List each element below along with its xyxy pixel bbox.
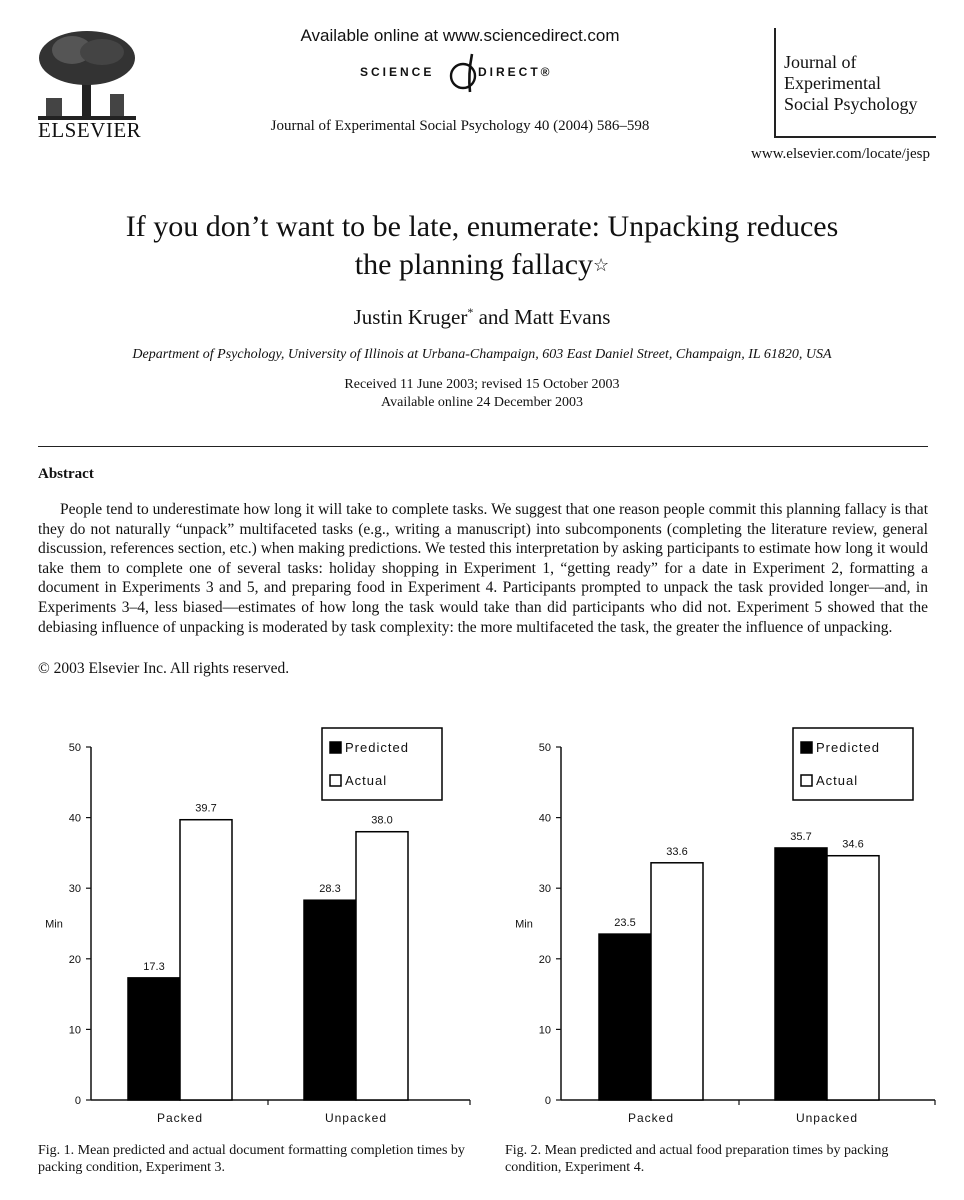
y-tick-label: 0 — [74, 1095, 81, 1107]
legend-label: Predicted — [345, 740, 409, 755]
x-category-label: Packed — [156, 1111, 204, 1125]
abstract-body: People tend to underestimate how long it will take to complete tasks. We suggest that one reason people commit this planning fallacy is that they do not naturally “unpack” multifaceted tasks (e.g., writing a manuscript) into subcomponents (completing the literature review, general discussion, references section, etc.) when making predictions. We tested this interpretation by asking participants to estimate how long it would take them to complete one of several tasks: holiday shopping in Experiment 1, “getting ready” for a date in Experiment 2, formatting a document in Experiments 3 and 5, and preparing food in Experiment 4. Participants prompted to unpack the task provided longer—and, in Experiments 3–4, less biased—estimates of how long the task would take than did participants who did not. Experiment 5 showed that the debiasing influence of unpacking is moderated by task complexity: the more multifaceted the task, the greater the influence of unpacking. — [38, 501, 928, 636]
y-axis-label: Min — [515, 918, 533, 931]
bar-predicted-unpacked — [775, 848, 827, 1100]
available-online-text: Available online at www.sciencedirect.com — [300, 26, 620, 45]
bar-predicted-packed — [599, 934, 651, 1100]
bar-value-label: 17.3 — [143, 960, 165, 973]
bar-actual-packed — [180, 820, 232, 1100]
journal-citation: Journal of Experimental Social Psychology 40 (2004) 586–598 — [270, 118, 650, 134]
bar-predicted-packed — [128, 978, 180, 1100]
sciencedirect-right: DIRECT® — [478, 65, 553, 79]
bar-value-label: 23.5 — [614, 917, 636, 930]
legend-label: Predicted — [816, 740, 880, 755]
y-tick-label: 30 — [68, 883, 81, 896]
bar-actual-unpacked — [356, 832, 408, 1100]
y-tick-label: 30 — [538, 883, 551, 896]
legend-label: Actual — [345, 773, 388, 788]
y-tick-label: 10 — [538, 1024, 551, 1037]
y-tick-label: 20 — [68, 953, 81, 966]
y-tick-label: 40 — [538, 812, 551, 825]
abstract-heading: Abstract — [38, 466, 94, 482]
title-line-1: If you don’t want to be late, enumerate: Unpacking reduces — [125, 210, 839, 243]
bar-value-label: 35.7 — [790, 830, 812, 843]
journal-url[interactable]: www.elsevier.com/locate/jesp — [751, 146, 930, 162]
y-tick-label: 0 — [544, 1095, 551, 1107]
affiliation: Department of Psychology, University of Illinois at Urbana-Champaign, 603 East Daniel Street, Champaign, IL 61820, USA — [132, 347, 832, 362]
bar-actual-packed — [651, 863, 703, 1100]
x-category-label: Unpacked — [324, 1111, 388, 1125]
x-category-label: Unpacked — [795, 1111, 859, 1125]
title-line-2: the planning fallacy — [354, 248, 594, 281]
bar-value-label: 38.0 — [371, 814, 393, 827]
y-tick-label: 50 — [68, 742, 81, 754]
journal-name-line: Journal of — [784, 52, 857, 72]
legend-swatch-actual — [801, 775, 812, 786]
received-date: Received 11 June 2003; revised 15 October 2003 — [344, 377, 620, 392]
journal-name-line: Social Psychology — [784, 94, 918, 114]
legend-box — [793, 728, 913, 800]
bar-value-label: 39.7 — [195, 802, 217, 815]
legend-swatch-predicted — [330, 742, 341, 753]
copyright: © 2003 Elsevier Inc. All rights reserved. — [38, 660, 290, 677]
bar-predicted-unpacked — [304, 900, 356, 1100]
publisher-name: ELSEVIER — [38, 118, 142, 142]
y-tick-label: 40 — [68, 812, 81, 825]
author-1: Justin Kruger — [353, 305, 468, 329]
legend-swatch-predicted — [801, 742, 812, 753]
online-date: Available online 24 December 2003 — [381, 395, 583, 410]
author-rest: and Matt Evans — [473, 305, 611, 329]
bar-value-label: 33.6 — [666, 845, 688, 858]
y-tick-label: 50 — [538, 742, 551, 754]
figure-1-caption: Fig. 1. Mean predicted and actual document formatting completion times by packing condition, Experiment 3. — [38, 1143, 465, 1175]
title-footnote-mark[interactable]: ☆ — [593, 255, 610, 275]
x-category-label: Packed — [627, 1111, 675, 1125]
sciencedirect-left: SCIENCE — [360, 65, 435, 79]
legend-label: Actual — [816, 773, 859, 788]
bar-actual-unpacked — [827, 856, 879, 1100]
figure-2-caption: Fig. 2. Mean predicted and actual food preparation times by packing condition, Experiment 4. — [505, 1143, 889, 1175]
legend-swatch-actual — [330, 775, 341, 786]
bar-value-label: 28.3 — [319, 883, 341, 896]
y-tick-label: 20 — [538, 953, 551, 966]
y-axis-label: Min — [45, 918, 63, 931]
legend-box — [322, 728, 442, 800]
y-tick-label: 10 — [68, 1024, 81, 1037]
journal-name-line: Experimental — [784, 73, 881, 93]
bar-value-label: 34.6 — [842, 838, 864, 851]
author-footnote-mark[interactable]: * — [467, 305, 474, 319]
